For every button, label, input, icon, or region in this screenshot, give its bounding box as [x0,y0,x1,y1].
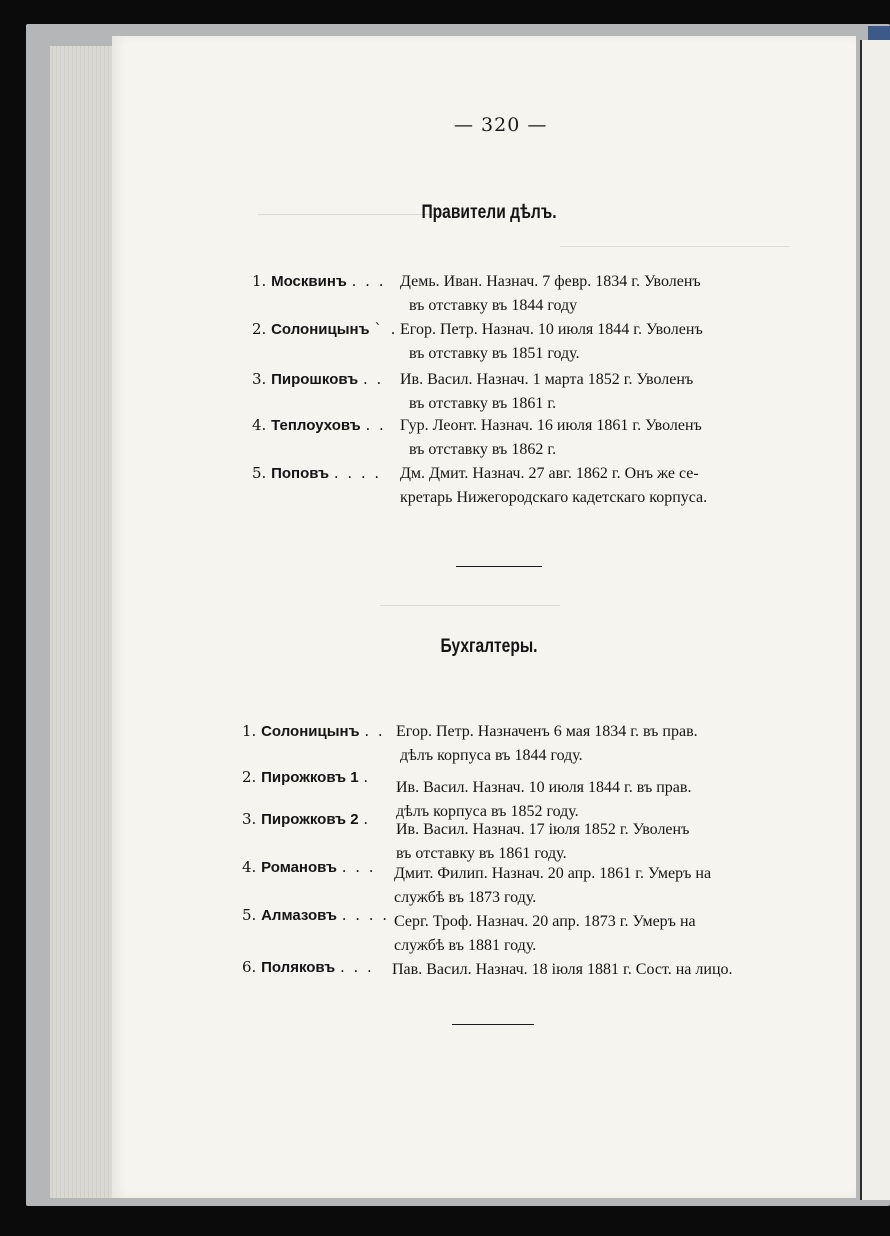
entry-number: 5. [252,464,267,482]
entry-dots: . [363,768,371,786]
entry-number: 6. [242,958,257,976]
entry-name: Солоницынъ [261,723,360,740]
entry-line: Демь. Иван. Назнач. 7 февр. 1834 г. Уволенъ [400,273,701,290]
entry-number: 5. [242,906,257,924]
entry-line: Дмит. Филип. Назнач. 20 апр. 1861 г. Умеръ на [394,865,712,882]
section-divider [456,566,542,567]
entry-number: 2. [242,768,257,786]
entry-line: дѣлъ корпуса въ 1844 году. [400,747,583,764]
entry-line: дѣлъ корпуса въ 1852 году. [396,803,579,820]
entry-dots: . . . [341,858,376,876]
entry-dots: ` . [374,320,398,338]
section-title-administrators: Правители дѣлъ. [421,202,557,223]
entry-name: Пирожковъ 1 [261,769,359,786]
entry-dots: . [363,810,371,828]
entry-dots: . . . [339,958,374,976]
entry-line: Пав. Васил. Назнач. 18 іюля 1881 г. Сост. на лицо. [392,961,733,978]
entry-name: Пирожковъ 2 [261,811,359,828]
entry-line: Ив. Васил. Назнач. 17 іюля 1852 г. Уволенъ [396,821,690,838]
entry-name: Солоницынъ [271,321,370,338]
entry-dots: . . . . [333,464,382,482]
entry-name: Теплоуховъ [271,417,361,434]
entry-line: Ив. Васил. Назнач. 10 июля 1844 г. въ прав. [396,779,692,796]
entry-dots: . . . . [341,906,390,924]
entry-line: въ отставку въ 1861 г. [409,395,557,412]
entry-dots: . . [362,370,384,388]
entry-number: 1. [242,722,257,740]
entry-line: Гур. Леонт. Назнач. 16 июля 1861 г. Уволенъ [400,417,702,434]
entry-name: Поляковъ [261,959,336,976]
entry-line: Ив. Васил. Назнач. 1 марта 1852 г. Уволенъ [400,371,694,388]
entry-number: 4. [252,416,267,434]
entry-name: Алмазовъ [261,907,337,924]
entry-name: Пирошковъ [271,371,359,388]
entry-number: 3. [252,370,267,388]
page-number: — 320 — [454,114,548,136]
entry-line: Серг. Троф. Назнач. 20 апр. 1873 г. Умеръ на [394,913,696,930]
entry-name: Москвинъ [271,273,347,290]
entry-number: 2. [252,320,267,338]
entry-line: Дм. Дмит. Назнач. 27 авг. 1862 г. Онъ же се- [400,465,699,482]
entry-line: службѣ въ 1873 году. [394,889,537,906]
entry-line: въ отставку въ 1861 году. [396,845,567,862]
entry-number: 1. [252,272,267,290]
bleed-mark [380,605,560,606]
entry-name: Поповъ [271,465,330,482]
entry-line: Егор. Петр. Назнач. 10 июля 1844 г. Уволенъ [400,321,703,338]
entry-line: кретарь Нижегородскаго кадетскаго корпуса. [400,489,708,506]
entry-dots: . . . [351,272,386,290]
entry-line: Егор. Петр. Назначенъ 6 мая 1834 г. въ прав. [396,723,698,740]
entry-line: въ отставку въ 1862 г. [409,441,557,458]
entry-name: Романовъ [261,859,337,876]
entry-number: 4. [242,858,257,876]
entry-line: службѣ въ 1881 году. [394,937,537,954]
entry-dots: . . [364,722,385,740]
entry-dots: . . [365,416,386,434]
bleed-mark [560,246,790,247]
section-divider [452,1024,534,1025]
section-title-accountants: Бухгалтеры. [440,636,538,657]
entry-number: 3. [242,810,257,828]
entry-line: въ отставку въ 1851 году. [409,345,580,362]
entry-line: въ отставку въ 1844 году [409,297,578,314]
binding-strip [868,26,890,40]
